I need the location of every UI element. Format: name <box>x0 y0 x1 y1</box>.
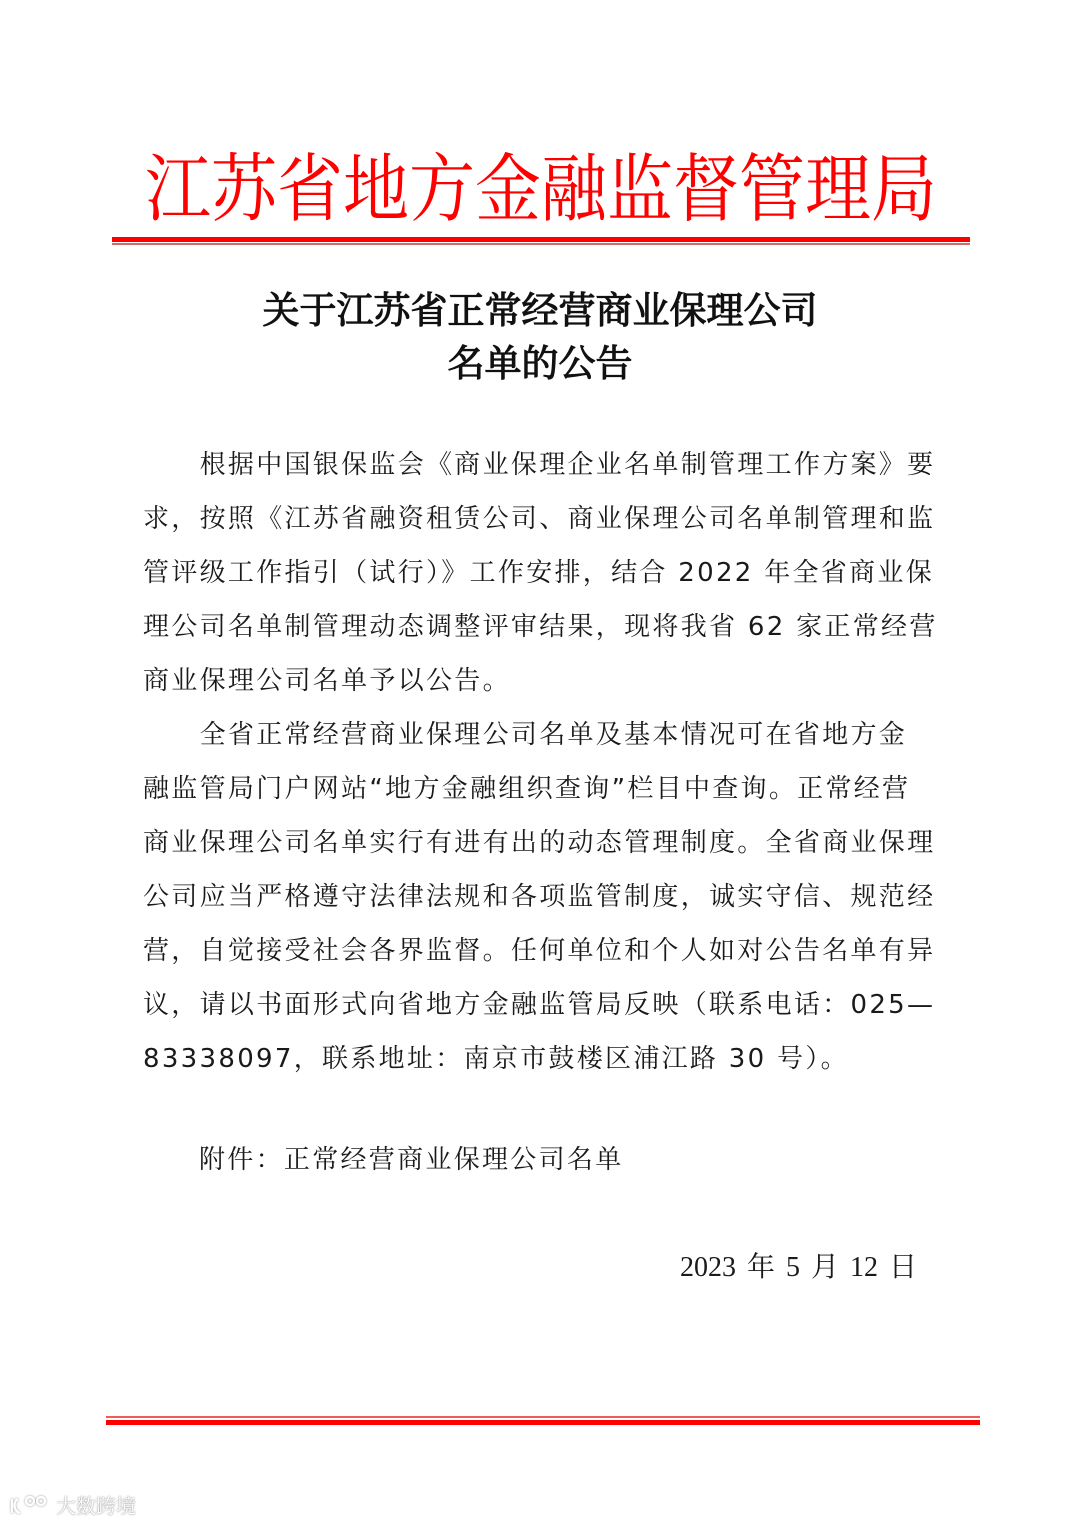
paragraph-line: 商业保理公司名单予以公告。 <box>143 666 511 696</box>
footer-divider-thick <box>106 1420 980 1425</box>
paragraph-2 <box>143 708 943 1086</box>
paragraph-line: 商业保理公司名单实行有进有出的动态管理制度。全省商业保理 <box>143 828 936 858</box>
logo-icon <box>8 1493 50 1517</box>
issue-date: 2023 年 5 月 12 日 <box>680 1252 918 1283</box>
watermark-text: 大数跨境 <box>56 1494 136 1518</box>
paragraph-line: 融监管局门户网站“地方金融组织查询”栏目中查询。正常经营 <box>143 774 911 804</box>
paragraph-line: 根据中国银保监会《商业保理企业名单制管理工作方案》要 <box>143 450 936 480</box>
header-divider-thin <box>112 243 970 245</box>
attachment-note: 附件：正常经营商业保理公司名单 <box>199 1145 624 1175</box>
watermark <box>8 1490 136 1519</box>
document-title-line2: 名单的公告 <box>447 341 633 385</box>
paragraph-line: 83338097，联系地址：南京市鼓楼区浦江路 30 号）。 <box>143 1044 849 1074</box>
document-title-line1: 关于江苏省正常经营商业保理公司 <box>262 288 818 332</box>
header-divider-thick <box>112 237 970 242</box>
paragraph-line: 理公司名单制管理动态调整评审结果，现将我省 62 家正常经营 <box>143 612 938 642</box>
paragraph-line: 求，按照《江苏省融资租赁公司、商业保理公司名单制管理和监 <box>143 504 936 534</box>
issuer-header: 江苏省地方金融监督管理局 <box>145 145 937 232</box>
paragraph-line: 管评级工作指引（试行）》工作安排，结合 2022 年全省商业保 <box>143 558 934 588</box>
paragraph-line: 营，自觉接受社会各界监督。任何单位和个人如对公告名单有异 <box>143 936 936 966</box>
paragraph-1 <box>143 438 943 708</box>
paragraph-line: 公司应当严格遵守法律法规和各项监管制度，诚实守信、规范经 <box>143 882 936 912</box>
paragraph-line: 全省正常经营商业保理公司名单及基本情况可在省地方金 <box>143 720 908 750</box>
paragraph-line: 议，请以书面形式向省地方金融监管局反映（联系电话：025— <box>143 990 936 1020</box>
footer-divider-thin <box>106 1416 980 1418</box>
